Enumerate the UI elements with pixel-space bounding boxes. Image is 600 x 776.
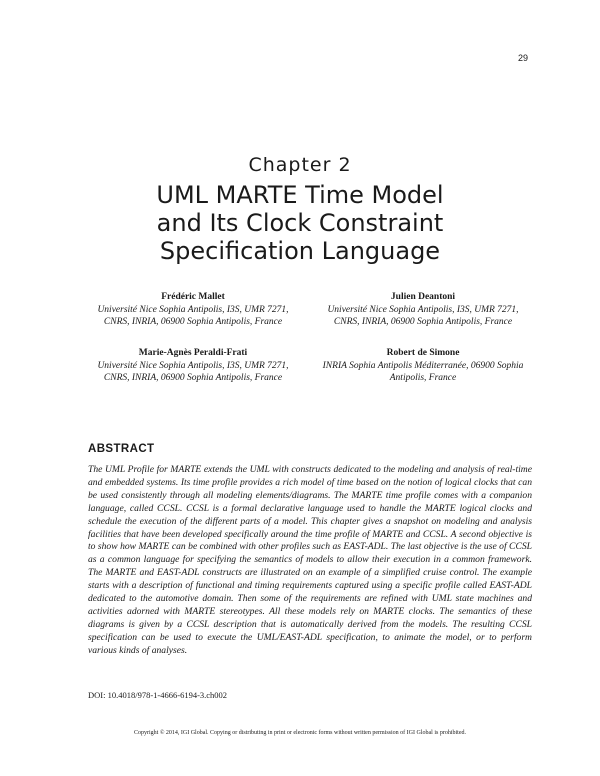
chapter-title: [0, 181, 600, 265]
author-affiliation: INRIA Sophia Antipolis Méditerranée, 06900 Sophia Antipolis, France: [322, 360, 524, 383]
chapter-title-line: Specification Language: [159, 237, 441, 265]
author-name: Julien Deantoni: [390, 292, 456, 302]
abstract-heading: ABSTRACT: [88, 443, 155, 455]
author-block: [88, 291, 298, 329]
author-block: [88, 347, 298, 385]
page-number: 29: [517, 53, 528, 63]
chapter-title-line: and Its Clock Constraint: [156, 209, 444, 237]
author-block: [318, 291, 528, 329]
author-name: Frédéric Mallet: [161, 292, 225, 302]
chapter-label: Chapter 2: [248, 154, 352, 176]
author-affiliation: Université Nice Sophia Antipolis, I3S, UMR 7271, CNRS, INRIA, 06900 Sophia Antipolis, France: [97, 360, 289, 383]
copyright-notice: Copyright © 2014, IGI Global. Copying or distributing in print or electronic forms without written permission of IGI Global is prohibited.: [133, 730, 466, 736]
author-affiliation: Université Nice Sophia Antipolis, I3S, UMR 7271, CNRS, INRIA, 06900 Sophia Antipolis, France: [97, 304, 289, 327]
author-name: Marie-Agnès Peraldi-Frati: [138, 348, 248, 358]
author-affiliation: Université Nice Sophia Antipolis, I3S, UMR 7271, CNRS, INRIA, 06900 Sophia Antipolis, France: [327, 304, 519, 327]
author-name: Robert de Simone: [386, 348, 460, 358]
doi: DOI: 10.4018/978-1-4666-6194-3.ch002: [88, 690, 228, 700]
chapter-title-line: UML MARTE Time Model: [156, 181, 444, 209]
author-block: [318, 347, 528, 385]
abstract-body: The UML Profile for MARTE extends the UML with constructs dedicated to the modeling and analysis of real-time and embedded systems. Its time profile provides a rich model of time based on the notion of logical clocks that can be used consistently through all modeling elements/diagrams. The MARTE time profile comes with a companion language, called CCSL. CCSL is a formal declarative language used to handle the MARTE logical clocks and schedule the execution of the different parts of a model. This chapter gives a snapshot on modeling and analysis facilities that have been developed specifically around the time profile of MARTE and CCSL. A second objective is to show how MARTE can be combined with other profiles such as EAST-ADL. The last objective is the use of CCSL as a common language for specifying the semantics of models to allow their execution in a common framework. The MARTE and EAST-ADL constructs are illustrated on an example of a simplified cruise control. The example starts with a description of functional and timing requirements captured using a specific profile called EAST-ADL dedicated to the automotive domain. Then some of the requirements are refined with UML state machines and activities adorned with MARTE stereotypes. All these models rely on MARTE clocks. The semantics of these diagrams is given by a CCSL description that is automatically derived from the models. The resulting CCSL specification can be used to execute the UML/EAST-ADL specification, to animate the model, or to perform various kinds of analyses.: [88, 464, 532, 656]
